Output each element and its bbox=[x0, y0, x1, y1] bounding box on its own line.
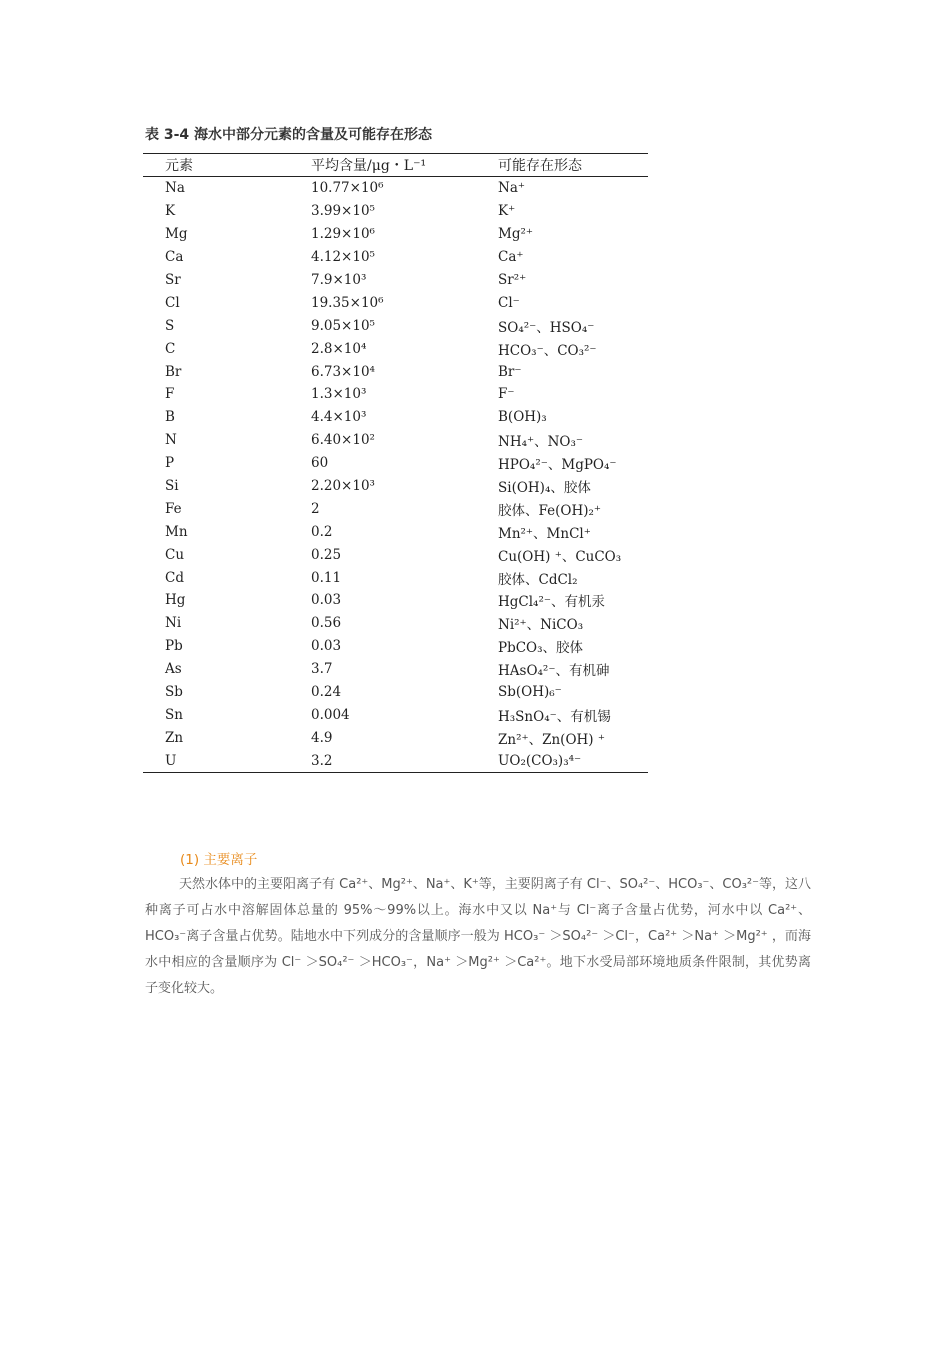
cell-element: Cl bbox=[165, 294, 180, 311]
cell-element: Zn bbox=[165, 729, 184, 746]
cell-content: 0.24 bbox=[311, 684, 342, 701]
cell-content: 4.4×10³ bbox=[311, 409, 367, 426]
table-row bbox=[143, 223, 648, 246]
cell-form: Br⁻ bbox=[498, 363, 522, 380]
cell-content: 6.40×10² bbox=[311, 432, 375, 449]
cell-form: Cl⁻ bbox=[498, 294, 520, 311]
table-row bbox=[143, 658, 648, 681]
cell-element: Hg bbox=[165, 592, 186, 609]
cell-element: Br bbox=[165, 363, 182, 380]
cell-content: 7.9×10³ bbox=[311, 272, 367, 288]
table-row bbox=[143, 360, 648, 383]
cell-form: Mn²⁺、MnCl⁺ bbox=[498, 525, 591, 542]
cell-content: 0.56 bbox=[311, 615, 342, 632]
cell-form: Zn²⁺、Zn(OH) ⁺ bbox=[498, 731, 605, 748]
table-row bbox=[143, 314, 648, 337]
cell-element: U bbox=[165, 752, 177, 769]
table-row bbox=[143, 681, 648, 704]
table-row bbox=[143, 269, 648, 292]
cell-element: Pb bbox=[165, 638, 183, 655]
cell-element: Sn bbox=[165, 706, 183, 723]
cell-content: 60 bbox=[311, 455, 329, 472]
cell-content: 9.05×10⁵ bbox=[311, 317, 375, 334]
cell-element: S bbox=[165, 317, 175, 334]
header-content: 平均含量/μg・L⁻¹ bbox=[311, 154, 498, 177]
table-row bbox=[143, 726, 648, 749]
cell-form: NH₄⁺、NO₃⁻ bbox=[498, 434, 584, 451]
table-row bbox=[143, 589, 648, 612]
table-row bbox=[143, 566, 648, 589]
cell-content: 4.12×10⁵ bbox=[311, 249, 375, 266]
table-row bbox=[143, 497, 648, 520]
header-form: 可能存在形态 bbox=[498, 154, 648, 177]
table-row bbox=[143, 246, 648, 269]
section-paragraph: 天然水体中的主要阳离子有 Ca²⁺、Mg²⁺、Na⁺、K⁺等，主要阴离子有 Cl⁻、SO₄²⁻、HCO₃⁻、CO₃²⁻等，这八种离子可占水中溶解固体总量的 95%～99%以上。海水中又以 Na⁺与 Cl⁻离子含量占优势，河水中以 Ca²⁺、HCO₃⁻离子含量占优势。陆地水中下列成分的含量顺序一般为 HCO₃⁻ ＞SO₄²⁻ ＞Cl⁻，Ca²⁺ ＞Na⁺ ＞Mg²⁺ ，而海水中相应的含量顺序为 Cl⁻ ＞SO₄²⁻ ＞HCO₃⁻，Na⁺ ＞Mg²⁺ ＞Ca²⁺。地下水受局部环境地质条件限制，其优势离子变化较大。 bbox=[145, 877, 811, 996]
table-row bbox=[143, 177, 648, 200]
cell-form: Ni²⁺、NiCO₃ bbox=[498, 617, 584, 634]
cell-element: Ca bbox=[165, 249, 184, 266]
cell-element: Fe bbox=[165, 500, 182, 517]
cell-element: F bbox=[165, 386, 175, 403]
cell-form: HCO₃⁻、CO₃²⁻ bbox=[498, 342, 597, 359]
cell-content: 19.35×10⁶ bbox=[311, 294, 384, 311]
cell-content: 0.2 bbox=[311, 523, 333, 540]
cell-element: Na bbox=[165, 180, 185, 197]
table-row bbox=[143, 429, 648, 452]
table-row bbox=[143, 749, 648, 772]
cell-form: Sr²⁺ bbox=[498, 272, 527, 288]
cell-element: Sr bbox=[165, 272, 181, 288]
cell-content: 0.004 bbox=[311, 706, 350, 723]
cell-form: 胶体、CdCl₂ bbox=[498, 571, 578, 588]
section-title: (1) 主要离子 bbox=[180, 852, 258, 868]
table-row bbox=[143, 612, 648, 635]
cell-content: 1.29×10⁶ bbox=[311, 226, 375, 243]
cell-form: Cu(OH) ⁺、CuCO₃ bbox=[498, 548, 622, 565]
cell-content: 10.77×10⁶ bbox=[311, 180, 384, 197]
table-row bbox=[143, 520, 648, 543]
cell-form: Ca⁺ bbox=[498, 249, 524, 266]
cell-form: Sb(OH)₆⁻ bbox=[498, 684, 562, 701]
cell-content: 2.8×10⁴ bbox=[311, 340, 367, 357]
table-row bbox=[143, 291, 648, 314]
header-element: 元素 bbox=[143, 154, 311, 177]
cell-element: B bbox=[165, 409, 175, 426]
cell-form: 胶体、Fe(OH)₂⁺ bbox=[498, 502, 602, 519]
table-row bbox=[143, 383, 648, 406]
cell-content: 0.03 bbox=[311, 638, 342, 655]
cell-content: 2.20×10³ bbox=[311, 478, 375, 495]
cell-element: As bbox=[165, 661, 182, 678]
cell-content: 3.7 bbox=[311, 661, 333, 678]
cell-form: SO₄²⁻、HSO₄⁻ bbox=[498, 319, 595, 336]
cell-element: P bbox=[165, 455, 175, 472]
cell-form: K⁺ bbox=[498, 203, 516, 220]
cell-element: Mg bbox=[165, 226, 188, 243]
cell-element: C bbox=[165, 340, 176, 357]
cell-element: Cd bbox=[165, 569, 184, 586]
cell-content: 1.3×10³ bbox=[311, 386, 367, 403]
cell-element: N bbox=[165, 432, 177, 449]
cell-element: Sb bbox=[165, 684, 183, 701]
cell-form: B(OH)₃ bbox=[498, 409, 547, 426]
table-row bbox=[143, 635, 648, 658]
cell-form: PbCO₃、胶体 bbox=[498, 640, 584, 657]
table-row bbox=[143, 200, 648, 223]
cell-content: 2 bbox=[311, 500, 320, 517]
table-caption: 表 3-4 海水中部分元素的含量及可能存在形态 bbox=[145, 127, 433, 143]
cell-content: 3.2 bbox=[311, 752, 333, 769]
cell-form: Si(OH)₄、胶体 bbox=[498, 480, 591, 497]
cell-element: K bbox=[165, 203, 176, 220]
cell-form: Mg²⁺ bbox=[498, 226, 534, 243]
cell-form: HAsO₄²⁻、有机砷 bbox=[498, 663, 610, 680]
cell-element: Si bbox=[165, 478, 179, 495]
table-row bbox=[143, 543, 648, 566]
cell-content: 0.03 bbox=[311, 592, 342, 609]
element-table bbox=[143, 153, 648, 773]
cell-content: 4.9 bbox=[311, 729, 333, 746]
table-row bbox=[143, 475, 648, 498]
cell-content: 0.11 bbox=[311, 569, 342, 586]
cell-content: 3.99×10⁵ bbox=[311, 203, 375, 220]
table-row bbox=[143, 452, 648, 475]
cell-content: 0.25 bbox=[311, 546, 342, 563]
cell-content: 6.73×10⁴ bbox=[311, 363, 375, 380]
cell-form: UO₂(CO₃)₃⁴⁻ bbox=[498, 752, 582, 769]
cell-element: Ni bbox=[165, 615, 182, 632]
cell-element: Cu bbox=[165, 546, 185, 563]
cell-form: HgCl₄²⁻、有机汞 bbox=[498, 594, 606, 611]
cell-form: F⁻ bbox=[498, 386, 515, 403]
cell-form: H₃SnO₄⁻、有机锡 bbox=[498, 708, 611, 725]
table-row bbox=[143, 337, 648, 360]
table-row bbox=[143, 406, 648, 429]
table-header-row bbox=[143, 154, 648, 177]
table-row bbox=[143, 703, 648, 726]
cell-element: Mn bbox=[165, 523, 188, 540]
cell-form: Na⁺ bbox=[498, 180, 525, 197]
cell-form: HPO₄²⁻、MgPO₄⁻ bbox=[498, 457, 617, 474]
